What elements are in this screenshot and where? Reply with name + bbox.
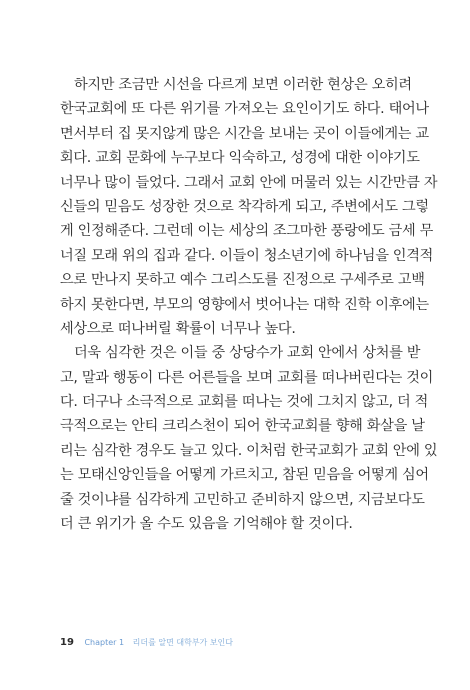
text-line: 더 큰 위기가 올 수도 있음을 기억해야 할 것이다. bbox=[60, 516, 353, 533]
chapter-label: Chapter 1 bbox=[84, 638, 125, 647]
text-line: 하지만 조금만 시선을 다르게 보면 이러한 현상은 오히려 bbox=[74, 77, 412, 93]
text-line: 하지 못한다면, 부모의 영향에서 벗어나는 대학 진학 이후에는 bbox=[60, 296, 429, 313]
text-line: 극적으로는 안티 크리스천이 되어 한국교회를 향해 화살을 날 bbox=[60, 418, 425, 435]
text-line: 줄 것이냐를 심각하게 고민하고 준비하지 않으면, 지금보다도 bbox=[60, 491, 425, 508]
text-line: 고, 말과 행동이 다른 어른들을 보며 교회를 떠나버린다는 것이 bbox=[60, 369, 434, 386]
text-line: 으로 만나지 못하고 예수 그리스도를 진정으로 구세주로 고백 bbox=[60, 272, 425, 289]
text-line: 너무나 많이 들었다. 그래서 교회 안에 머물러 있는 시간만큼 자 bbox=[60, 174, 438, 191]
text-line: 세상으로 떠나버릴 확률이 너무나 높다. bbox=[60, 320, 296, 337]
page-footer bbox=[60, 636, 233, 650]
paragraph-1 bbox=[60, 73, 438, 341]
text-line: 더욱 심각한 것은 이들 중 상당수가 교회 안에서 상처를 받 bbox=[74, 345, 421, 362]
text-line: 회다. 교회 문화에 누구보다 익숙하고, 성경에 대한 이야기도 bbox=[60, 150, 420, 167]
body-text bbox=[60, 73, 438, 536]
text-line: 는 모태신앙인들을 어떻게 가르치고, 참된 믿음을 어떻게 심어 bbox=[60, 467, 429, 484]
page-number: 19 bbox=[60, 637, 74, 648]
text-line: 게 인정해준다. 그런데 이는 세상의 조그마한 풍랑에도 금세 무 bbox=[60, 223, 434, 240]
text-line: 신들의 믿음도 성장한 것으로 착각하게 되고, 주변에서도 그렇 bbox=[60, 198, 429, 215]
text-line: 리는 심각한 경우도 늘고 있다. 이처럼 한국교회가 교회 안에 있 bbox=[60, 442, 438, 459]
text-line: 한국교회에 또 다른 위기를 가져오는 요인이기도 하다. 태어나 bbox=[60, 101, 429, 118]
chapter-title: 리더를 알면 대학부가 보인다 bbox=[132, 638, 234, 647]
paragraph-2 bbox=[60, 341, 438, 536]
text-line: 면서부터 집 못지않게 많은 시간을 보내는 곳이 이들에게는 교 bbox=[60, 125, 429, 142]
text-line: 너질 모래 위의 집과 같다. 이들이 청소년기에 하나님을 인격적 bbox=[60, 247, 434, 264]
text-line: 다. 더구나 소극적으로 교회를 떠나는 것에 그치지 않고, 더 적 bbox=[60, 394, 429, 411]
